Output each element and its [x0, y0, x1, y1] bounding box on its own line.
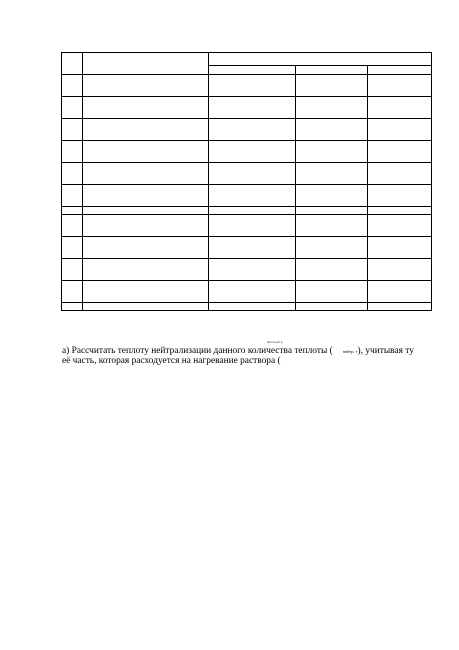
table-row: [62, 207, 432, 215]
header-cell-name: [83, 53, 209, 75]
table-row: [62, 281, 432, 303]
subheader-cell: [368, 66, 432, 75]
table-row: [62, 259, 432, 281]
header-cell-number: [62, 53, 83, 75]
table-row: [62, 163, 432, 185]
table-row: [62, 185, 432, 207]
tiny-marker: ΔН°нейтр: [267, 340, 283, 344]
data-table: [61, 52, 432, 311]
subheader-cell: [296, 66, 368, 75]
paragraph-line-2: её часть, которая расходуется на нагревание раствора (: [62, 356, 281, 366]
table-row: [62, 215, 432, 237]
header-cell-group: [209, 53, 432, 66]
subheader-cell: [209, 66, 296, 75]
table-row: [62, 303, 432, 311]
table-row: [62, 119, 432, 141]
paragraph-line-1-start: а) Рассчитать теплоту нейтрализации данного количества теплоты (: [62, 346, 333, 356]
table-row: [62, 237, 432, 259]
table-row: [62, 75, 432, 97]
table-row: [62, 141, 432, 163]
paragraph-line-1-end: ), учитывая ту: [357, 346, 414, 356]
paragraph-subscript: нейтр. т: [342, 349, 358, 354]
table-header-row: [62, 53, 432, 66]
table-row: [62, 97, 432, 119]
